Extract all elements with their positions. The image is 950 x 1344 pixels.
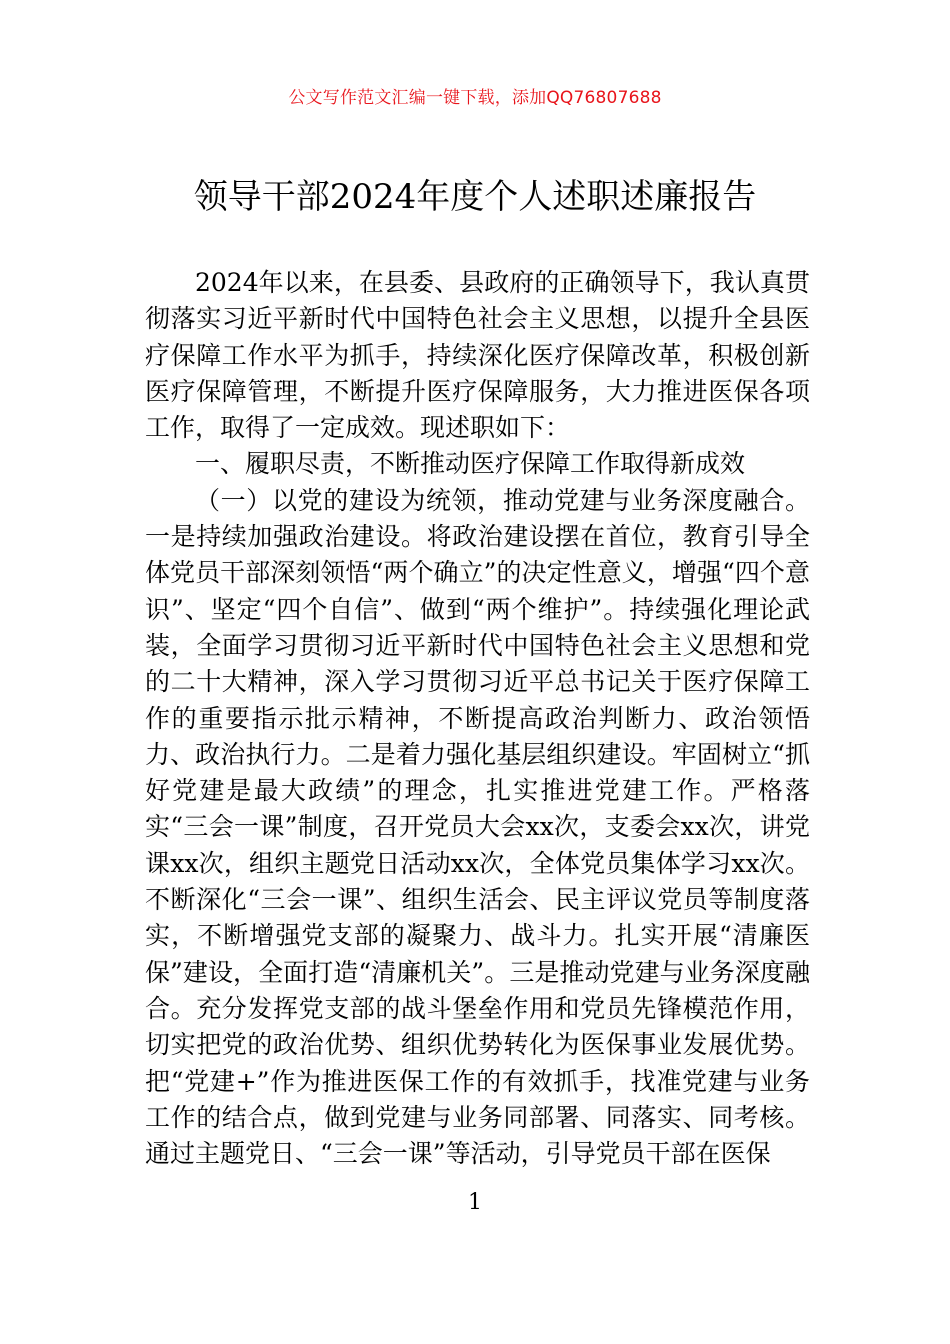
download-promo-note: 公文写作范文汇编一键下载，添加QQ76807688 bbox=[288, 88, 662, 108]
intro-paragraph: 2024年以来，在县委、县政府的正确领导下，我认真贯彻落实习近平新时代中国特色社会主义思想，以提升全县医疗保障工作水平为抓手，持续深化医疗保障改革，积极创新医疗保障管理，不断提升医疗保障服务，大力推进医保各项工作，取得了一定成效。现述职如下： bbox=[145, 268, 810, 443]
document-body bbox=[145, 265, 810, 1172]
document-title: 领导干部2024年度个人述职述廉报告 bbox=[193, 177, 757, 217]
body-paragraph: （一）以党的建设为统领，推动党建与业务深度融合。一是持续加强政治建设。将政治建设摆在首位，教育引导全体党员干部深刻领悟“两个确立”的决定性意义，增强“四个意识”、坚定“四个自信”、做到“两个维护”。持续强化理论武装，全面学习贯彻习近平新时代中国特色社会主义思想和党的二十大精神，深入学习贯彻习近平总书记关于医疗保障工作的重要指示批示精神，不断提高政治判断力、政治领悟力、政治执行力。二是着力强化基层组织建设。牢固树立“抓好党建是最大政绩”的理念，扎实推进党建工作。严格落实“三会一课”制度，召开党员大会xx次，支委会xx次，讲党课xx次，组织主题党日活动xx次，全体党员集体学习xx次。不断深化“三会一课”、组织生活会、民主评议党员等制度落实，不断增强党支部的凝聚力、战斗力。扎实开展“清廉医保”建设，全面打造“清廉机关”。三是推动党建与业务深度融合。充分发挥党支部的战斗堡垒作用和党员先锋模范作用，切实把党的政治优势、组织优势转化为医保事业发展优势。把“党建+”作为推进医保工作的有效抓手，找准党建与业务工作的结合点，做到党建与业务同部署、同落实、同考核。通过主题党日、“三会一课”等活动，引导党员干部在医保 bbox=[145, 485, 810, 1169]
section-heading: 一、履职尽责，不断推动医疗保障工作取得新成效 bbox=[195, 449, 746, 479]
page-number: 1 bbox=[468, 1190, 482, 1215]
